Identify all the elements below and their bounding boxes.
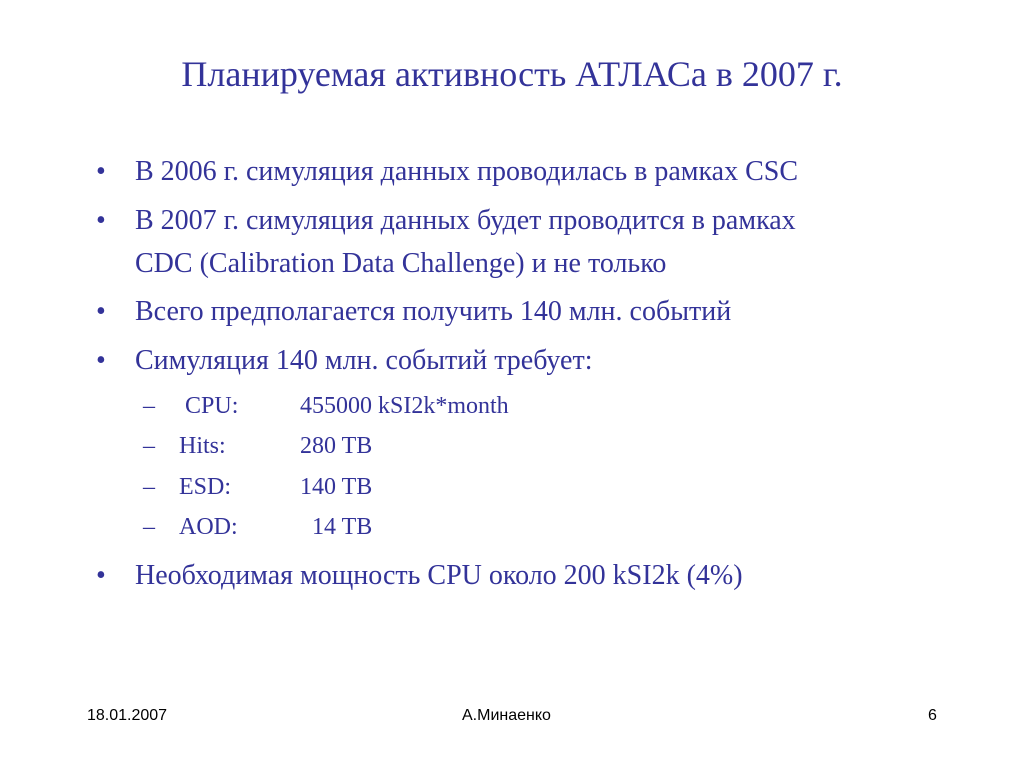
sub-item-marker: – [143, 433, 155, 459]
sub-item-value: 14 TB [300, 514, 373, 540]
slide-title: Планируемая активность АТЛАСа в 2007 г. [181, 54, 843, 94]
sub-item-label: ESD: [179, 474, 232, 500]
bullet-marker: • [96, 156, 106, 187]
footer-date: 18.01.2007 [87, 707, 168, 724]
sub-item-label: CPU: [179, 393, 239, 419]
sub-item-value: 455000 kSI2k*month [300, 393, 509, 419]
bullet-marker: • [96, 296, 106, 327]
bullet-text-continuation: CDC (Calibration Data Challenge) и не только [135, 248, 667, 279]
bullet-marker: • [96, 345, 106, 376]
sub-item-marker: – [143, 393, 155, 419]
sub-item-marker: – [143, 514, 155, 540]
bullet-text: Всего предполагается получить 140 млн. событий [135, 296, 732, 327]
bullet-text: В 2007 г. симуляция данных будет проводится в рамках [135, 205, 796, 236]
bullet-text: Симуляция 140 млн. событий требует: [135, 345, 593, 376]
footer-page-number: 6 [928, 707, 937, 724]
sub-item-cpu [0, 389, 1024, 423]
sub-item-value: 280 TB [300, 433, 373, 459]
sub-item-hits [0, 429, 1024, 463]
bullet-text: Необходимая мощность CPU около 200 kSI2k (4%) [135, 560, 743, 591]
footer-author: А.Минаенко [462, 707, 551, 724]
sub-item-label: AOD: [179, 514, 238, 540]
sub-item-value: 140 TB [300, 474, 373, 500]
bullet-marker: • [96, 560, 106, 591]
bullet-text: В 2006 г. симуляция данных проводилась в рамках CSC [135, 156, 798, 187]
sub-item-aod [0, 510, 1024, 544]
bullet-marker: • [96, 205, 106, 236]
sub-item-marker: – [143, 474, 155, 500]
sub-item-esd [0, 470, 1024, 504]
sub-item-label: Hits: [179, 433, 226, 459]
